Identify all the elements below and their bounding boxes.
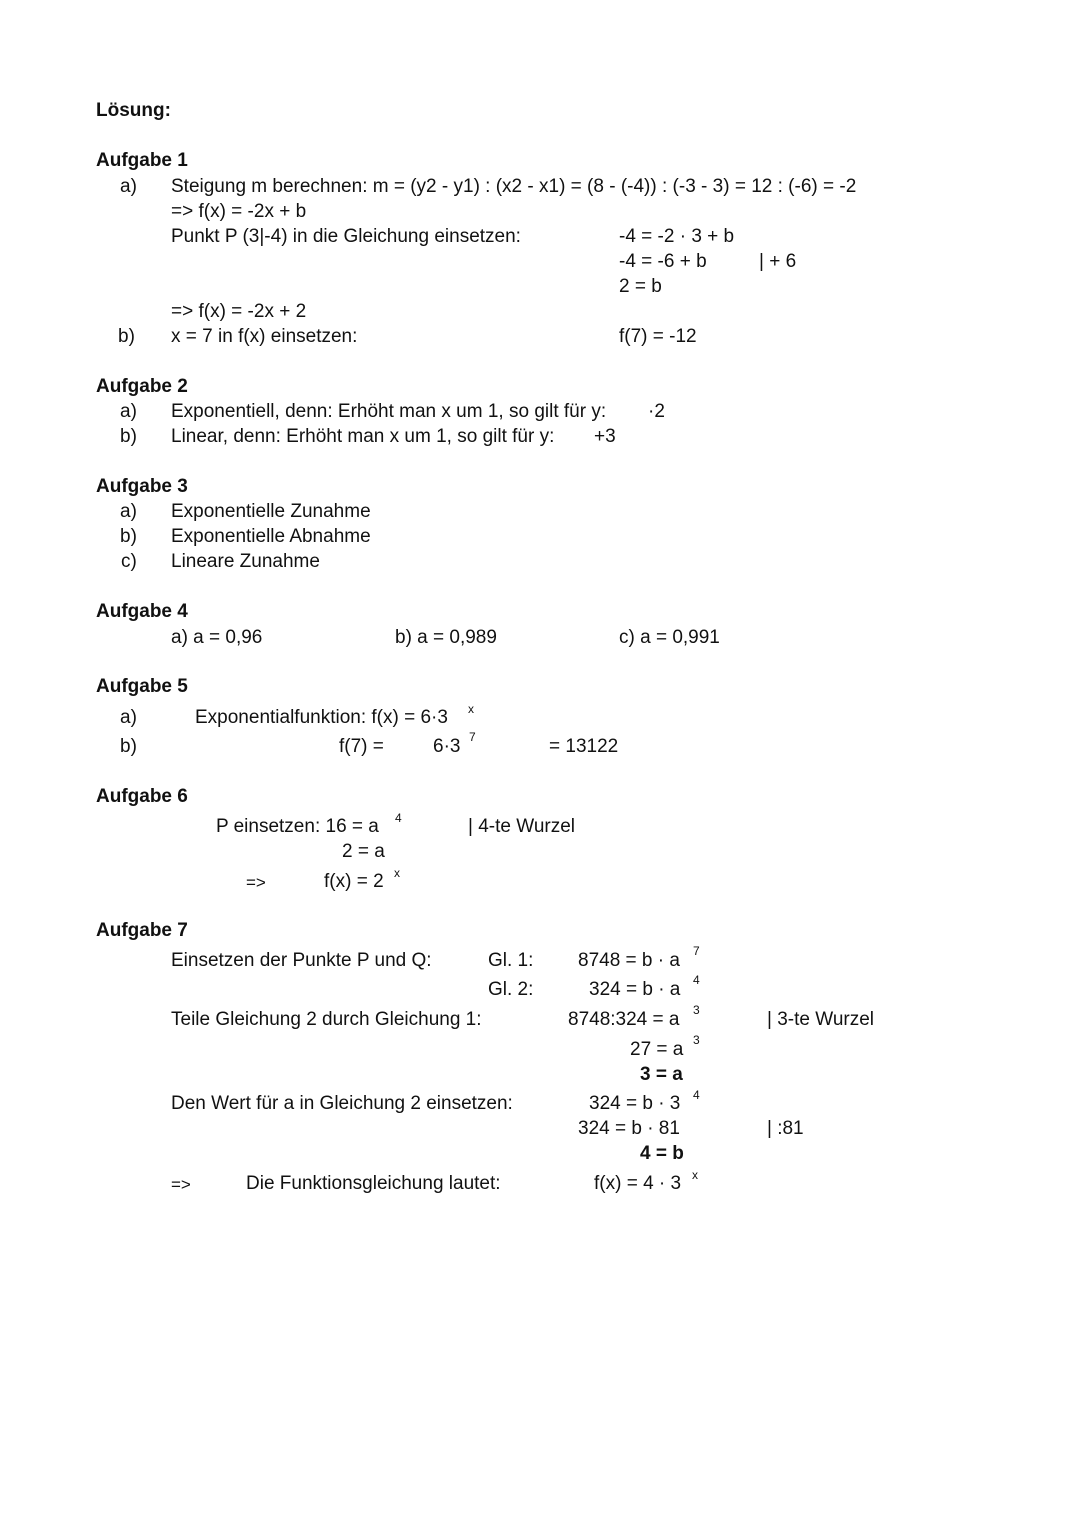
aufgabe-2-a-label: a)	[120, 401, 137, 422]
aufgabe-5-b-exponent: 7	[469, 730, 476, 744]
aufgabe-3-b-text: Exponentielle Abnahme	[171, 526, 371, 547]
aufgabe-4-a: a) a = 0,96	[171, 627, 263, 648]
aufgabe-2-a-text: Exponentiell, denn: Erhöht man x um 1, so gilt für y:	[171, 401, 607, 422]
aufgabe-5-title: Aufgabe 5	[96, 676, 188, 697]
aufgabe-7-divide-note: | :81	[767, 1118, 804, 1139]
aufgabe-7-gl2: 324 = b · a	[589, 979, 681, 1000]
aufgabe-6-root-note: | 4-te Wurzel	[468, 816, 576, 837]
aufgabe-3-title: Aufgabe 3	[96, 476, 188, 497]
aufgabe-7-result-b: 4 = b	[640, 1143, 684, 1164]
aufgabe-2-b-label: b)	[120, 426, 137, 447]
aufgabe-1-b-result: f(7) = -12	[619, 326, 697, 347]
aufgabe-6-substitution: P einsetzen: 16 = a	[216, 816, 379, 837]
aufgabe-1-result-function: => f(x) = -2x + 2	[171, 301, 307, 322]
aufgabe-5-b-label: b)	[120, 736, 137, 757]
aufgabe-2-title: Aufgabe 2	[96, 376, 188, 397]
aufgabe-7-insert-equation: 324 = b · 3	[589, 1093, 681, 1114]
aufgabe-7-cube: 27 = a	[630, 1039, 684, 1060]
aufgabe-4-title: Aufgabe 4	[96, 601, 188, 622]
aufgabe-1-b-text: x = 7 in f(x) einsetzen:	[171, 326, 358, 347]
aufgabe-6-result-a: 2 = a	[342, 841, 385, 862]
aufgabe-7-gl2-exponent: 4	[693, 973, 700, 987]
aufgabe-1-a-label: a)	[120, 176, 137, 197]
aufgabe-7-divide-text: Teile Gleichung 2 durch Gleichung 1:	[171, 1009, 482, 1030]
aufgabe-7-final-text: Die Funktionsgleichung lautet:	[246, 1173, 501, 1194]
aufgabe-7-root-note: | 3-te Wurzel	[767, 1009, 875, 1030]
aufgabe-1-point-line: Punkt P (3|-4) in die Gleichung einsetzen:	[171, 226, 521, 247]
aufgabe-7-insert-equation-2: 324 = b · 81	[578, 1118, 680, 1139]
aufgabe-5-a-exponent: x	[468, 702, 474, 716]
aufgabe-3-a-label: a)	[120, 501, 137, 522]
page-heading: Lösung:	[96, 100, 171, 121]
aufgabe-4-c: c) a = 0,991	[619, 627, 720, 648]
aufgabe-5-b-expression: 6·3	[433, 736, 461, 757]
aufgabe-7-gl1-exponent: 7	[693, 944, 700, 958]
aufgabe-5-a-label: a)	[120, 707, 137, 728]
aufgabe-4-b: b) a = 0,989	[395, 627, 497, 648]
aufgabe-1-equation-2-note: | + 6	[759, 251, 797, 272]
aufgabe-7-division-exponent: 3	[693, 1003, 700, 1017]
aufgabe-6-function-exponent: x	[394, 866, 400, 880]
aufgabe-7-intro: Einsetzen der Punkte P und Q:	[171, 950, 432, 971]
aufgabe-7-gl1-label: Gl. 1:	[488, 950, 534, 971]
aufgabe-7-result-a: 3 = a	[640, 1064, 683, 1085]
aufgabe-1-equation-1: -4 = -2 · 3 + b	[619, 226, 735, 247]
aufgabe-1-b-label: b)	[118, 326, 135, 347]
aufgabe-7-gl1: 8748 = b · a	[578, 950, 680, 971]
aufgabe-1-slope-line: Steigung m berechnen: m = (y2 - y1) : (x2 - x1) = (8 - (-4)) : (-3 - 3) = 12 : (-6) = -2	[171, 176, 857, 197]
aufgabe-7-insert-text: Den Wert für a in Gleichung 2 einsetzen:	[171, 1093, 513, 1114]
aufgabe-7-gl2-label: Gl. 2:	[488, 979, 534, 1000]
aufgabe-1-function-line: => f(x) = -2x + b	[171, 201, 307, 222]
aufgabe-1-title: Aufgabe 1	[96, 150, 188, 171]
aufgabe-2-a-value: ·2	[648, 401, 665, 422]
aufgabe-2-b-text: Linear, denn: Erhöht man x um 1, so gilt für y:	[171, 426, 555, 447]
aufgabe-3-c-label: c)	[121, 551, 137, 572]
aufgabe-6-title: Aufgabe 6	[96, 786, 188, 807]
aufgabe-1-equation-2: -4 = -6 + b	[619, 251, 707, 272]
aufgabe-2-b-value: +3	[594, 426, 616, 447]
aufgabe-7-final-exponent: x	[692, 1168, 698, 1182]
aufgabe-7-arrow: =>	[171, 1175, 191, 1194]
aufgabe-7-final-function: f(x) = 4 · 3	[594, 1173, 682, 1194]
aufgabe-1-equation-3: 2 = b	[619, 276, 662, 297]
aufgabe-7-cube-exponent: 3	[693, 1033, 700, 1047]
aufgabe-3-c-text: Lineare Zunahme	[171, 551, 320, 572]
aufgabe-5-b-result: = 13122	[549, 736, 619, 757]
aufgabe-7-division: 8748:324 = a	[568, 1009, 680, 1030]
aufgabe-7-title: Aufgabe 7	[96, 920, 188, 941]
aufgabe-3-a-text: Exponentielle Zunahme	[171, 501, 371, 522]
aufgabe-6-exponent: 4	[395, 811, 402, 825]
aufgabe-5-b-lhs: f(7) =	[339, 736, 384, 757]
aufgabe-6-arrow: =>	[246, 873, 266, 892]
aufgabe-3-b-label: b)	[120, 526, 137, 547]
aufgabe-6-function: f(x) = 2	[324, 871, 384, 892]
aufgabe-7-insert-exponent: 4	[693, 1088, 700, 1102]
aufgabe-5-a-text: Exponentialfunktion: f(x) = 6·3	[195, 707, 448, 728]
